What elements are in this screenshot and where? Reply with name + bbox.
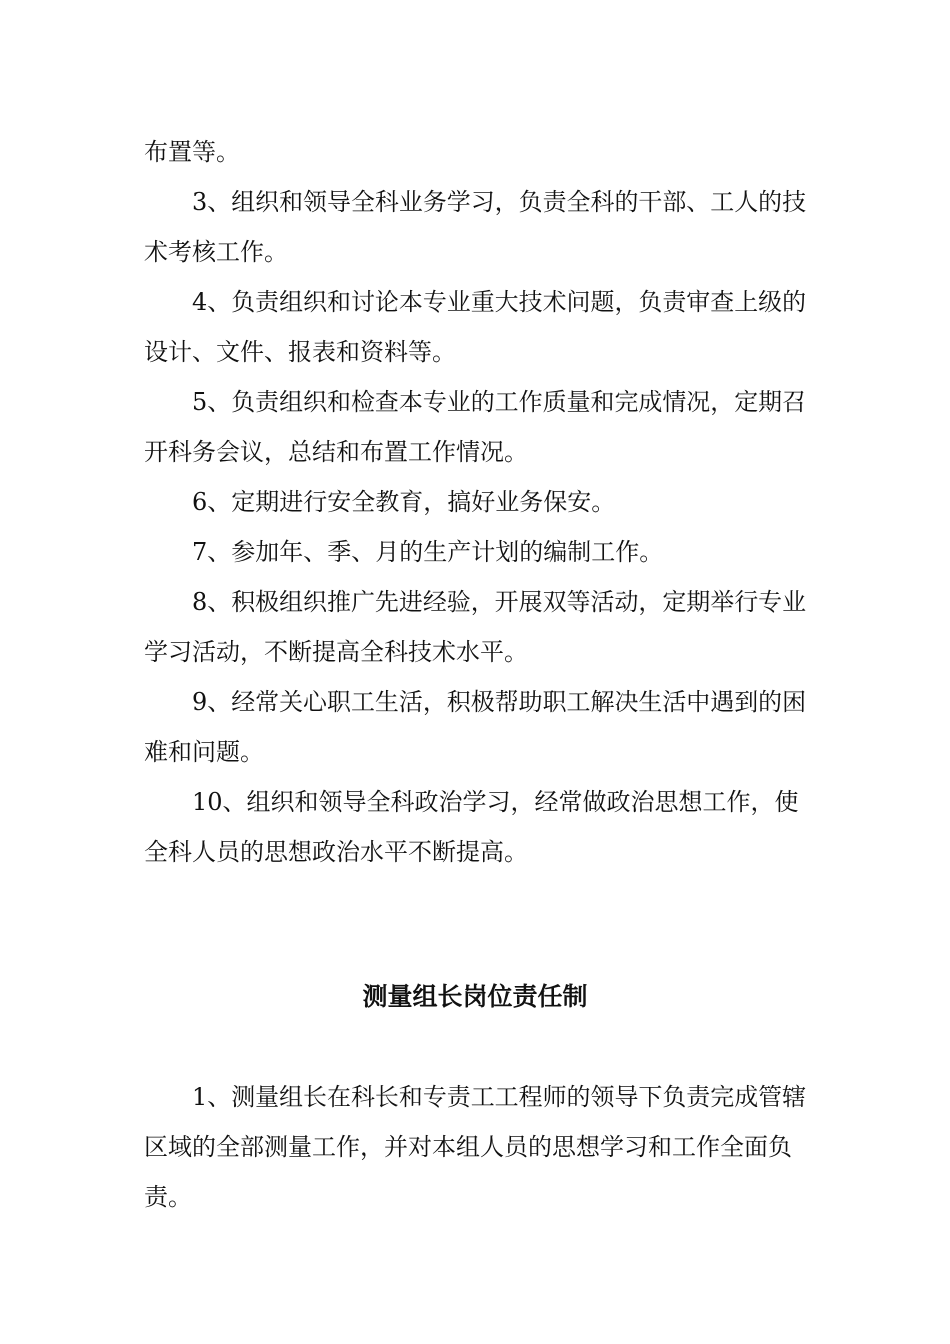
continuation-line: 布置等。: [144, 138, 240, 166]
section-title: 测量组长岗位责任制: [362, 982, 588, 1011]
section-item-1-line-3: 责。: [144, 1183, 192, 1211]
section-item-1-line-1: 1、测量组长在科长和专责工工程师的领导下负责完成管辖: [192, 1083, 807, 1111]
item-9-line-1: 9、经常关心职工生活，积极帮助职工解决生活中遇到的困: [192, 688, 807, 716]
item-6-line-1: 6、定期进行安全教育，搞好业务保安。: [192, 488, 616, 516]
section-item-1-line-2: 区域的全部测量工作，并对本组人员的思想学习和工作全面负: [144, 1133, 792, 1161]
item-4-line-2: 设计、文件、报表和资料等。: [144, 338, 456, 366]
item-10-line-2: 全科人员的思想政治水平不断提高。: [144, 838, 528, 866]
item-3-line-1: 3、组织和领导全科业务学习，负责全科的干部、工人的技: [192, 188, 807, 216]
item-8-line-1: 8、积极组织推广先进经验，开展双等活动，定期举行专业: [192, 588, 807, 616]
item-5-line-2: 开科务会议，总结和布置工作情况。: [144, 438, 528, 466]
item-4-line-1: 4、负责组织和讨论本专业重大技术问题，负责审查上级的: [192, 288, 807, 316]
item-8-line-2: 学习活动，不断提高全科技术水平。: [144, 638, 528, 666]
item-10-line-1: 10、组织和领导全科政治学习，经常做政治思想工作，使: [192, 788, 799, 816]
item-3-line-2: 术考核工作。: [144, 238, 288, 266]
item-9-line-2: 难和问题。: [144, 738, 264, 766]
item-7-line-1: 7、参加年、季、月的生产计划的编制工作。: [192, 538, 664, 566]
item-5-line-1: 5、负责组织和检查本专业的工作质量和完成情况，定期召: [192, 388, 807, 416]
